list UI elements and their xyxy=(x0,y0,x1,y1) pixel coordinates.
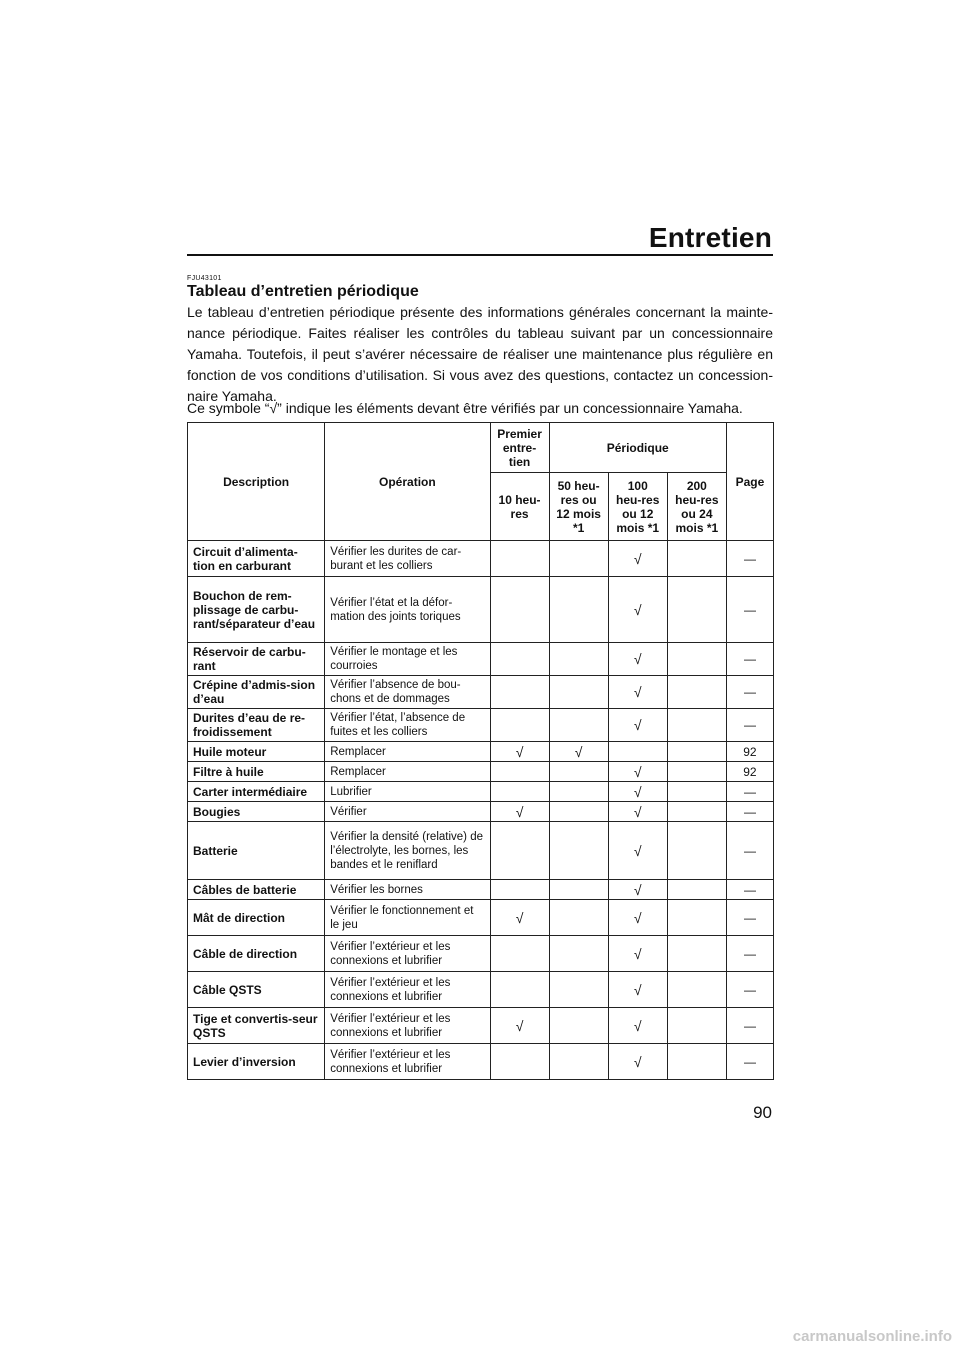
col-header-periodique: Périodique xyxy=(549,423,726,473)
row-check-50h: √ xyxy=(549,742,608,762)
row-check-200h xyxy=(667,972,726,1008)
row-operation: Vérifier xyxy=(325,802,490,822)
table-row xyxy=(188,972,774,1008)
row-description: Batterie xyxy=(188,822,325,880)
page-header-title: Entretien xyxy=(648,222,772,253)
row-check-10h xyxy=(490,782,549,802)
reference-code: FJU43101 xyxy=(187,275,222,282)
row-description: Câble QSTS xyxy=(188,972,325,1008)
page-number: 90 xyxy=(753,1103,772,1122)
row-page: — xyxy=(726,880,773,900)
table-row xyxy=(188,709,774,742)
col-header-description: Description xyxy=(188,423,325,541)
row-check-100h: √ xyxy=(608,822,667,880)
row-check-10h: √ xyxy=(490,900,549,936)
row-operation: Vérifier les durites de car-burant et les colliers xyxy=(325,541,490,577)
row-check-50h xyxy=(549,643,608,676)
row-check-100h: √ xyxy=(608,782,667,802)
row-check-50h xyxy=(549,577,608,643)
row-operation: Remplacer xyxy=(325,762,490,782)
row-check-10h xyxy=(490,1044,549,1080)
row-check-50h xyxy=(549,1008,608,1044)
row-page: — xyxy=(726,541,773,577)
table-row xyxy=(188,936,774,972)
row-check-50h xyxy=(549,709,608,742)
row-page: — xyxy=(726,822,773,880)
table-row xyxy=(188,802,774,822)
row-description: Tige et convertis-seur QSTS xyxy=(188,1008,325,1044)
row-check-100h: √ xyxy=(608,1008,667,1044)
row-check-50h xyxy=(549,900,608,936)
row-operation: Vérifier l’état et la défor-mation des joints toriques xyxy=(325,577,490,643)
table-row xyxy=(188,1044,774,1080)
row-check-200h xyxy=(667,880,726,900)
row-operation: Vérifier l’absence de bou-chons et de dommages xyxy=(325,676,490,709)
row-page: — xyxy=(726,1008,773,1044)
row-check-200h xyxy=(667,577,726,643)
row-description: Réservoir de carbu-rant xyxy=(188,643,325,676)
row-check-10h xyxy=(490,880,549,900)
row-check-100h xyxy=(608,742,667,762)
row-operation: Vérifier le montage et les courroies xyxy=(325,643,490,676)
row-operation: Vérifier l’extérieur et les connexions et lubrifier xyxy=(325,936,490,972)
row-check-50h xyxy=(549,541,608,577)
row-page: — xyxy=(726,643,773,676)
row-check-100h: √ xyxy=(608,972,667,1008)
row-page: 92 xyxy=(726,762,773,782)
col-header-200h: 200 heu-res ou 24 mois *1 xyxy=(667,473,726,541)
table-row xyxy=(188,742,774,762)
row-check-200h xyxy=(667,762,726,782)
row-operation: Vérifier l’état, l’absence de fuites et les colliers xyxy=(325,709,490,742)
row-check-200h xyxy=(667,782,726,802)
row-check-100h: √ xyxy=(608,577,667,643)
row-description: Câbles de batterie xyxy=(188,880,325,900)
row-description: Filtre à huile xyxy=(188,762,325,782)
row-check-50h xyxy=(549,972,608,1008)
row-description: Mât de direction xyxy=(188,900,325,936)
row-operation: Lubrifier xyxy=(325,782,490,802)
row-check-10h xyxy=(490,577,549,643)
maintenance-table xyxy=(187,422,774,1080)
row-page: — xyxy=(726,577,773,643)
row-operation: Vérifier les bornes xyxy=(325,880,490,900)
col-header-operation: Opération xyxy=(325,423,490,541)
row-check-10h xyxy=(490,643,549,676)
row-check-50h xyxy=(549,782,608,802)
row-check-100h: √ xyxy=(608,676,667,709)
row-description: Câble de direction xyxy=(188,936,325,972)
table-body xyxy=(188,541,774,1080)
row-operation: Vérifier l’extérieur et les connexions et lubrifier xyxy=(325,1044,490,1080)
row-operation: Remplacer xyxy=(325,742,490,762)
row-page: — xyxy=(726,676,773,709)
symbol-note: Ce symbole “√” indique les éléments devant être vérifiés par un concessionnaire Yamaha. xyxy=(187,400,743,416)
table-row xyxy=(188,782,774,802)
row-page: — xyxy=(726,972,773,1008)
row-page: — xyxy=(726,1044,773,1080)
row-check-200h xyxy=(667,802,726,822)
section-title: Tableau d’entretien périodique xyxy=(187,283,419,300)
row-description: Bouchon de rem-plissage de carbu-rant/séparateur d’eau xyxy=(188,577,325,643)
row-operation: Vérifier la densité (relative) de l’électrolyte, les bornes, les bandes et le reniflard xyxy=(325,822,490,880)
row-check-10h xyxy=(490,936,549,972)
col-header-100h: 100 heu-res ou 12 mois *1 xyxy=(608,473,667,541)
row-check-10h xyxy=(490,676,549,709)
row-description: Bougies xyxy=(188,802,325,822)
row-description: Circuit d’alimenta-tion en carburant xyxy=(188,541,325,577)
intro-paragraph: Le tableau d’entretien périodique présente des informations générales concernant la mainte-nance périodique. Faites réaliser les contrôles du tableau suivant par un concessionnaire Yamaha. Toutefois, il peut s’avérer nécessaire de réaliser une maintenance plus régulière en fonction de vos conditions d’utilisation. Si vous avez des questions, contactez un concession-naire Yamaha. xyxy=(187,304,773,404)
watermark: carmanualsonline.info xyxy=(792,1328,952,1345)
table-row xyxy=(188,900,774,936)
row-check-50h xyxy=(549,880,608,900)
row-check-10h xyxy=(490,709,549,742)
row-check-100h: √ xyxy=(608,541,667,577)
row-check-100h: √ xyxy=(608,1044,667,1080)
row-page: — xyxy=(726,936,773,972)
row-check-200h xyxy=(667,643,726,676)
row-description: Levier d’inversion xyxy=(188,1044,325,1080)
row-check-200h xyxy=(667,936,726,972)
col-header-10h: 10 heu-res xyxy=(490,473,549,541)
header-rule xyxy=(187,254,773,256)
row-operation: Vérifier l’extérieur et les connexions et lubrifier xyxy=(325,1008,490,1044)
row-check-100h: √ xyxy=(608,900,667,936)
row-check-10h: √ xyxy=(490,1008,549,1044)
row-check-50h xyxy=(549,762,608,782)
row-check-200h xyxy=(667,742,726,762)
row-check-50h xyxy=(549,1044,608,1080)
row-check-10h xyxy=(490,762,549,782)
col-header-50h: 50 heu-res ou 12 mois *1 xyxy=(549,473,608,541)
row-check-100h: √ xyxy=(608,936,667,972)
table-row xyxy=(188,643,774,676)
row-description: Carter intermédiaire xyxy=(188,782,325,802)
row-page: 92 xyxy=(726,742,773,762)
row-check-50h xyxy=(549,936,608,972)
row-check-100h: √ xyxy=(608,762,667,782)
row-check-50h xyxy=(549,676,608,709)
row-check-50h xyxy=(549,822,608,880)
col-header-page: Page xyxy=(726,423,773,541)
row-check-200h xyxy=(667,1008,726,1044)
row-check-100h: √ xyxy=(608,709,667,742)
row-check-50h xyxy=(549,802,608,822)
row-page: — xyxy=(726,709,773,742)
table-row xyxy=(188,880,774,900)
row-check-200h xyxy=(667,676,726,709)
table-row xyxy=(188,541,774,577)
table-row xyxy=(188,1008,774,1044)
table-row xyxy=(188,762,774,782)
row-check-200h xyxy=(667,541,726,577)
row-description: Crépine d’admis-sion d’eau xyxy=(188,676,325,709)
row-check-10h xyxy=(490,972,549,1008)
row-description: Huile moteur xyxy=(188,742,325,762)
table-row xyxy=(188,676,774,709)
row-check-10h xyxy=(490,541,549,577)
row-check-100h: √ xyxy=(608,802,667,822)
row-check-200h xyxy=(667,709,726,742)
col-header-premier: Premier entre-tien xyxy=(490,423,549,473)
row-check-200h xyxy=(667,1044,726,1080)
row-description: Durites d’eau de re-froidissement xyxy=(188,709,325,742)
row-check-100h: √ xyxy=(608,643,667,676)
row-page: — xyxy=(726,782,773,802)
row-check-200h xyxy=(667,900,726,936)
row-page: — xyxy=(726,900,773,936)
row-check-200h xyxy=(667,822,726,880)
row-operation: Vérifier le fonctionnement et le jeu xyxy=(325,900,490,936)
row-check-100h: √ xyxy=(608,880,667,900)
row-check-10h: √ xyxy=(490,802,549,822)
table-row xyxy=(188,822,774,880)
row-check-10h xyxy=(490,822,549,880)
row-page: — xyxy=(726,802,773,822)
row-operation: Vérifier l’extérieur et les connexions et lubrifier xyxy=(325,972,490,1008)
row-check-10h: √ xyxy=(490,742,549,762)
table-row xyxy=(188,577,774,643)
